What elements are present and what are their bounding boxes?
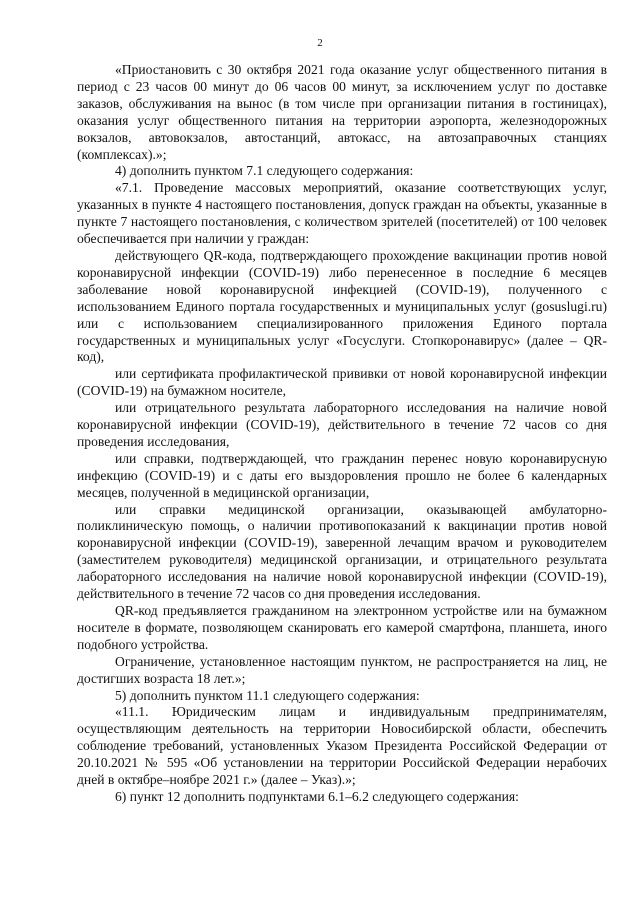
- paragraph-4: действующего QR-кода, подтверждающего прохождение вакцинации против новой коронавирусной инфекции (COVID-19) либо перенесенное в последние 6 месяцев заболевание новой коронавирусной инфекцией (COVID-19), полученного с использованием Единого портала государственных и муниципальных услуг (gosuslugi.ru) или с использованием специализированного приложения Единого портала государственных и муниципальных услуг «Госуслуги. Стопкоронавирус» (далее – QR-код),: [77, 247, 607, 365]
- paragraph-13: 6) пункт 12 дополнить подпунктами 6.1–6.2 следующего содержания:: [115, 788, 519, 804]
- paragraph-2: 4) дополнить пунктом 7.1 следующего содержания:: [115, 163, 414, 179]
- page-number: 2: [317, 37, 323, 49]
- paragraph-7: или справки, подтверждающей, что гражданин перенес новую коронавирусную инфекцию (COVID-19) и с даты его выздоровления прошло не более 6 календарных месяцев, полученной в медицинской организации,: [77, 450, 607, 500]
- paragraph-11: 5) дополнить пунктом 11.1 следующего содержания:: [115, 687, 420, 703]
- paragraph-1: «Приостановить с 30 октября 2021 года оказание услуг общественного питания в период с 23 часов 00 минут до 06 часов 00 минут, за исключением услуг по доставке заказов, обслуживания на вынос (в том числе при организации питания в гостиницах), оказания услуг общественного питания на территории аэропорта, железнодорожных вокзалов, автовокзалов, автостанций, автокасс, на автозаправочных станциях (комплексах).»;: [77, 62, 607, 162]
- paragraph-6: или отрицательного результата лабораторного исследования на наличие новой коронавирусной инфекции (COVID-19), действительного в течение 72 часов со дня проведения исследования,: [77, 400, 607, 449]
- paragraph-9: QR-код предъявляется гражданином на электронном устройстве или на бумажном носителе в формате, позволяющем сканировать его камерой смартфона, планшета, иного подобного устройства.: [77, 603, 607, 652]
- paragraph-8: или справки медицинской организации, оказывающей амбулаторно-поликлиническую помощь, о наличии противопоказаний к вакцинации против новой коронавирусной инфекции (COVID-19), заверенной лечащим врачом и руководителем (заместителем руководителя) медицинской организации, и отрицательного результата лабораторного исследования на наличие новой коронавирусной инфекции (COVID-19), действительного в течение 72 часов со дня проведения исследования.: [77, 501, 607, 602]
- paragraph-12: «11.1. Юридическим лицам и индивидуальным предпринимателям, осуществляющим деятельность на территории Новосибирской области, обеспечить соблюдение требований, установленных Указом Президента Российской Федерации от 20.10.2021 № 595 «Об установлении на территории Российской Федерации нерабочих дней в октябре–ноябре 2021 г.» (далее – Указ).»;: [77, 704, 607, 788]
- document-body: [77, 62, 607, 806]
- paragraph-10: Ограничение, установленное настоящим пунктом, не распространяется на лиц, не достигших возраста 18 лет.»;: [77, 653, 607, 686]
- paragraph-5: или сертификата профилактической прививки от новой коронавирусной инфекции (COVID-19) на бумажном носителе,: [77, 366, 607, 399]
- paragraph-3: «7.1. Проведение массовых мероприятий, оказание соответствующих услуг, указанных в пункте 4 настоящего постановления, допуск граждан на объекты, указанные в пункте 7 настоящего постановления, с количеством зрителей (посетителей) от 100 человек обеспечивается при наличии у граждан:: [77, 180, 607, 247]
